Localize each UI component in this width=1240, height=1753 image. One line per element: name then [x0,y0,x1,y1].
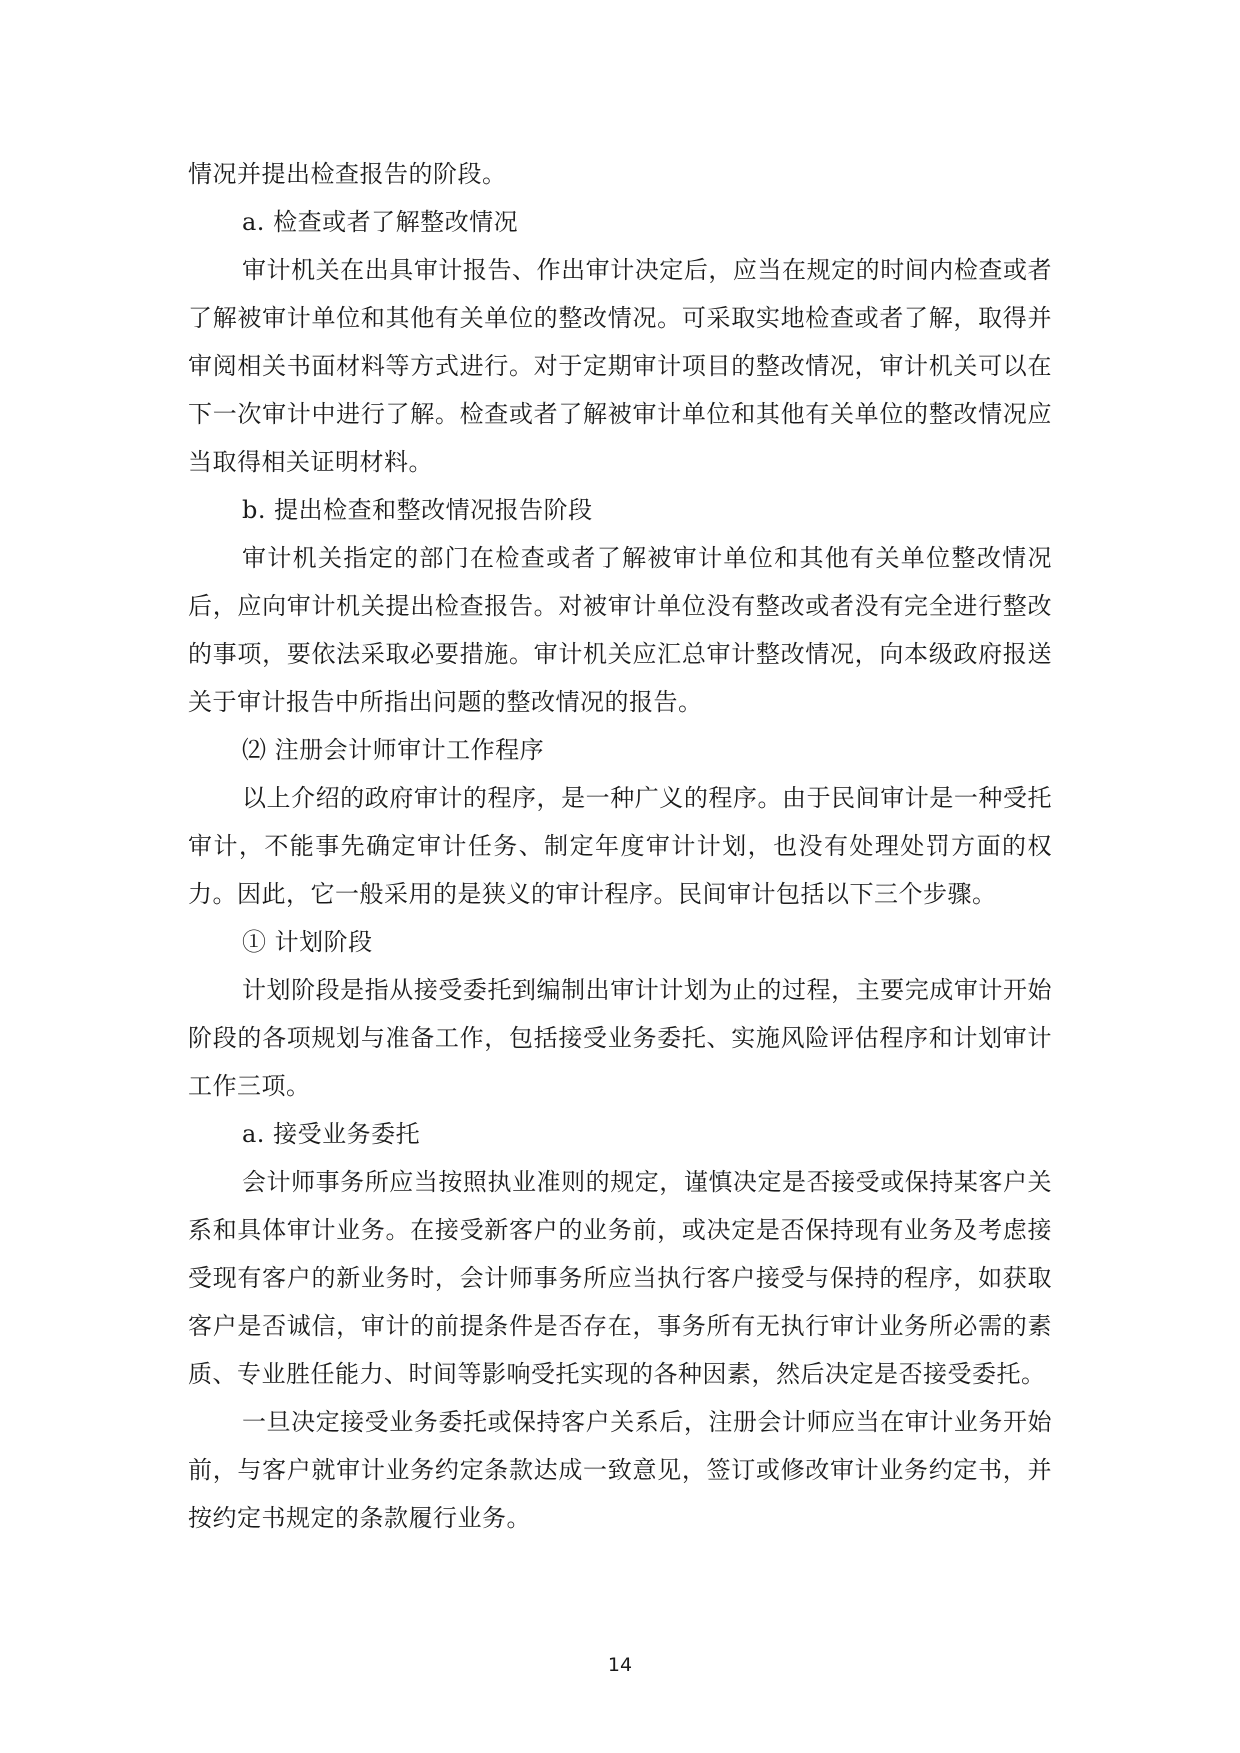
section-heading: ⑵ 注册会计师审计工作程序 [242,736,545,764]
subheading: a. 检查或者了解整改情况 [242,208,519,236]
paragraph: 一旦决定接受业务委托或保持客户关系后，注册会计师应当在审计业务开始前，与客户就审计业务约定条款达成一致意见，签订或修改审计业务约定书，并按约定书规定的条款履行业务。 [188,1408,1052,1532]
paragraph: 审计机关在出具审计报告、作出审计决定后，应当在规定的时间内检查或者了解被审计单位和其他有关单位的整改情况。可采取实地检查或者了解，取得并审阅相关书面材料等方式进行。对于定期审计项目的整改情况，审计机关可以在下一次审计中进行了解。检查或者了解被审计单位和其他有关单位的整改情况应当取得相关证明材料。 [188,256,1052,476]
document-body [188,150,1052,1542]
subheading: a. 接受业务委托 [242,1120,421,1148]
page-number: 14 [607,1654,633,1676]
paragraph: 会计师事务所应当按照执业准则的规定，谨慎决定是否接受或保持某客户关系和具体审计业务。在接受新客户的业务前，或决定是否保持现有业务及考虑接受现有客户的新业务时，会计师事务所应当执行客户接受与保持的程序，如获取客户是否诚信，审计的前提条件是否存在，事务所有无执行审计业务所必需的素质、专业胜任能力、时间等影响受托实现的各种因素，然后决定是否接受委托。 [188,1168,1052,1388]
subheading: b. 提出检查和整改情况报告阶段 [242,496,593,524]
subheading: ① 计划阶段 [242,928,373,956]
paragraph: 计划阶段是指从接受委托到编制出审计计划为止的过程，主要完成审计开始阶段的各项规划与准备工作，包括接受业务委托、实施风险评估程序和计划审计工作三项。 [188,976,1052,1100]
paragraph: 以上介绍的政府审计的程序，是一种广义的程序。由于民间审计是一种受托审计，不能事先确定审计任务、制定年度审计计划，也没有处理处罚方面的权力。因此，它一般采用的是狭义的审计程序。民间审计包括以下三个步骤。 [188,784,1052,908]
paragraph: 情况并提出检查报告的阶段。 [188,160,507,188]
paragraph: 审计机关指定的部门在检查或者了解被审计单位和其他有关单位整改情况后，应向审计机关提出检查报告。对被审计单位没有整改或者没有完全进行整改的事项，要依法采取必要措施。审计机关应汇总审计整改情况，向本级政府报送关于审计报告中所指出问题的整改情况的报告。 [188,544,1052,716]
